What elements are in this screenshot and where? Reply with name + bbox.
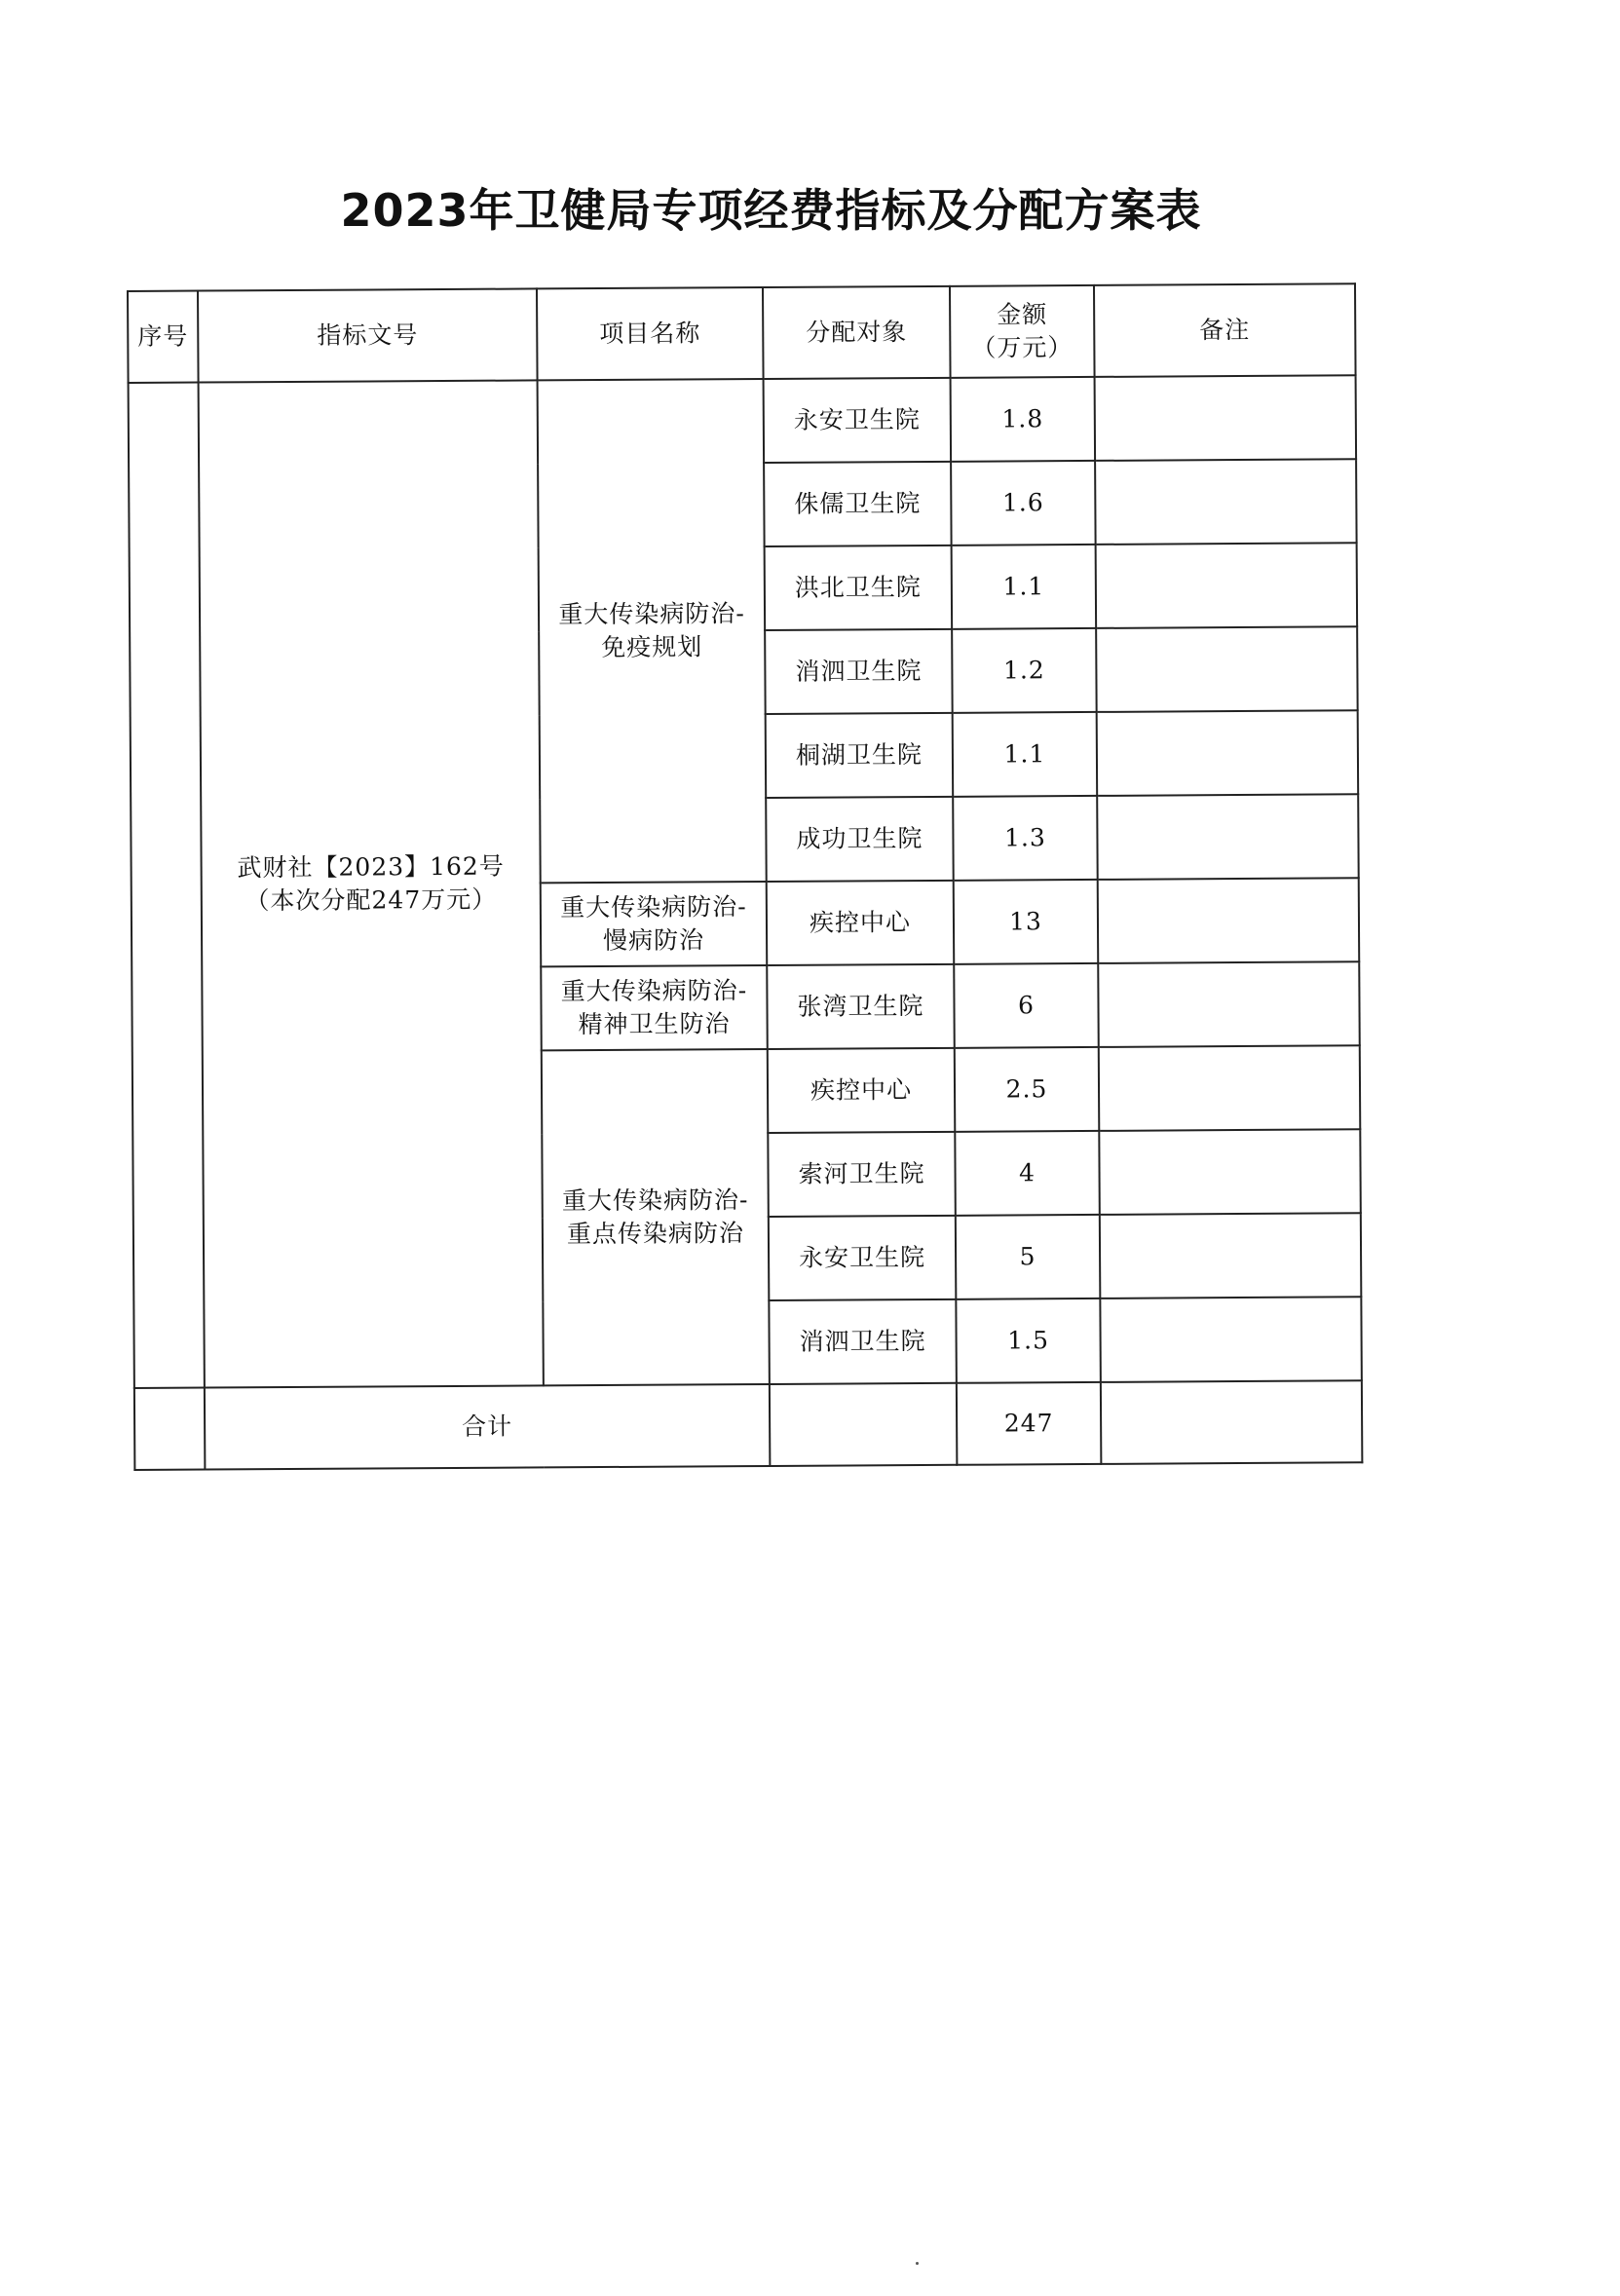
target-cell: 永安卫生院 bbox=[769, 1216, 957, 1300]
note-cell bbox=[1099, 1129, 1361, 1215]
target-cell: 消泗卫生院 bbox=[769, 1299, 957, 1384]
note-cell bbox=[1095, 375, 1357, 461]
project-name-line2: 重点传染病防治 bbox=[566, 1219, 745, 1249]
project-name-cell bbox=[542, 1049, 770, 1385]
amount-cell: 1.5 bbox=[956, 1299, 1101, 1383]
amount-cell: 13 bbox=[954, 880, 1099, 964]
amount-cell: 5 bbox=[956, 1215, 1101, 1299]
total-seq-cell bbox=[134, 1388, 206, 1470]
amount-cell: 1.1 bbox=[953, 712, 1098, 797]
table-header-row bbox=[128, 283, 1356, 383]
total-label: 合计 bbox=[205, 1384, 771, 1470]
amount-cell: 1.1 bbox=[952, 545, 1097, 629]
target-cell: 永安卫生院 bbox=[764, 378, 952, 463]
target-cell: 成功卫生院 bbox=[766, 797, 954, 882]
page-title: 2023年卫健局专项经费指标及分配方案表 bbox=[340, 184, 1202, 237]
total-note-cell bbox=[1101, 1380, 1363, 1464]
target-cell: 张湾卫生院 bbox=[767, 964, 955, 1049]
allocation-table bbox=[127, 282, 1363, 1471]
note-cell bbox=[1098, 878, 1360, 963]
header-doc-no: 指标文号 bbox=[198, 288, 538, 382]
note-cell bbox=[1098, 961, 1360, 1047]
project-name-line2: 慢病防治 bbox=[602, 925, 705, 956]
header-seq: 序号 bbox=[128, 291, 199, 383]
header-amount-unit: （万元） bbox=[971, 333, 1074, 362]
header-project: 项目名称 bbox=[537, 287, 764, 380]
seq-cell bbox=[129, 383, 205, 1388]
table-row bbox=[129, 375, 1357, 467]
note-cell bbox=[1097, 794, 1359, 880]
target-cell: 疾控中心 bbox=[767, 881, 955, 965]
target-cell: 索河卫生院 bbox=[768, 1132, 956, 1217]
doc-no-line: 武财社【2023】162号 bbox=[237, 851, 505, 883]
scan-speck bbox=[916, 2262, 919, 2265]
note-cell bbox=[1096, 543, 1358, 628]
project-name-line2: 免疫规划 bbox=[601, 632, 703, 662]
project-name-cell bbox=[541, 882, 768, 966]
amount-cell: 1.6 bbox=[951, 461, 1096, 546]
doc-no-cell bbox=[199, 380, 544, 1387]
total-amount: 247 bbox=[957, 1382, 1102, 1465]
project-name-line1: 重大传染病防治- bbox=[558, 599, 745, 629]
note-cell bbox=[1096, 626, 1358, 712]
note-cell bbox=[1099, 1045, 1361, 1131]
amount-cell: 4 bbox=[955, 1131, 1100, 1216]
project-name-line1: 重大传染病防治- bbox=[560, 892, 747, 922]
amount-cell: 2.5 bbox=[955, 1047, 1100, 1132]
total-target-cell bbox=[770, 1383, 958, 1466]
amount-cell: 1.8 bbox=[951, 377, 1096, 462]
note-cell bbox=[1100, 1213, 1362, 1299]
project-name-line2: 精神卫生防治 bbox=[578, 1009, 731, 1039]
project-name-cell bbox=[541, 965, 768, 1050]
header-amount bbox=[950, 285, 1095, 378]
amount-cell: 1.2 bbox=[952, 628, 1097, 713]
target-cell: 疾控中心 bbox=[768, 1048, 956, 1133]
target-cell: 桐湖卫生院 bbox=[766, 713, 954, 798]
project-name-line1: 重大传染病防治- bbox=[561, 1186, 749, 1216]
header-note: 备注 bbox=[1094, 283, 1356, 377]
project-name-cell bbox=[538, 379, 767, 883]
target-cell: 侏儒卫生院 bbox=[764, 462, 952, 546]
note-cell bbox=[1097, 710, 1359, 796]
project-name-line1: 重大传染病防治- bbox=[560, 976, 748, 1006]
header-target: 分配对象 bbox=[763, 286, 951, 379]
header-amount-label: 金额 bbox=[997, 300, 1048, 329]
note-cell bbox=[1100, 1297, 1362, 1382]
amount-cell: 6 bbox=[954, 963, 1099, 1048]
total-row bbox=[134, 1380, 1362, 1470]
doc-no-allocation-note: （本次分配247万元） bbox=[245, 885, 498, 916]
target-cell: 消泗卫生院 bbox=[765, 629, 953, 714]
target-cell: 洪北卫生院 bbox=[765, 546, 953, 630]
amount-cell: 1.3 bbox=[953, 796, 1098, 881]
note-cell bbox=[1095, 459, 1357, 545]
